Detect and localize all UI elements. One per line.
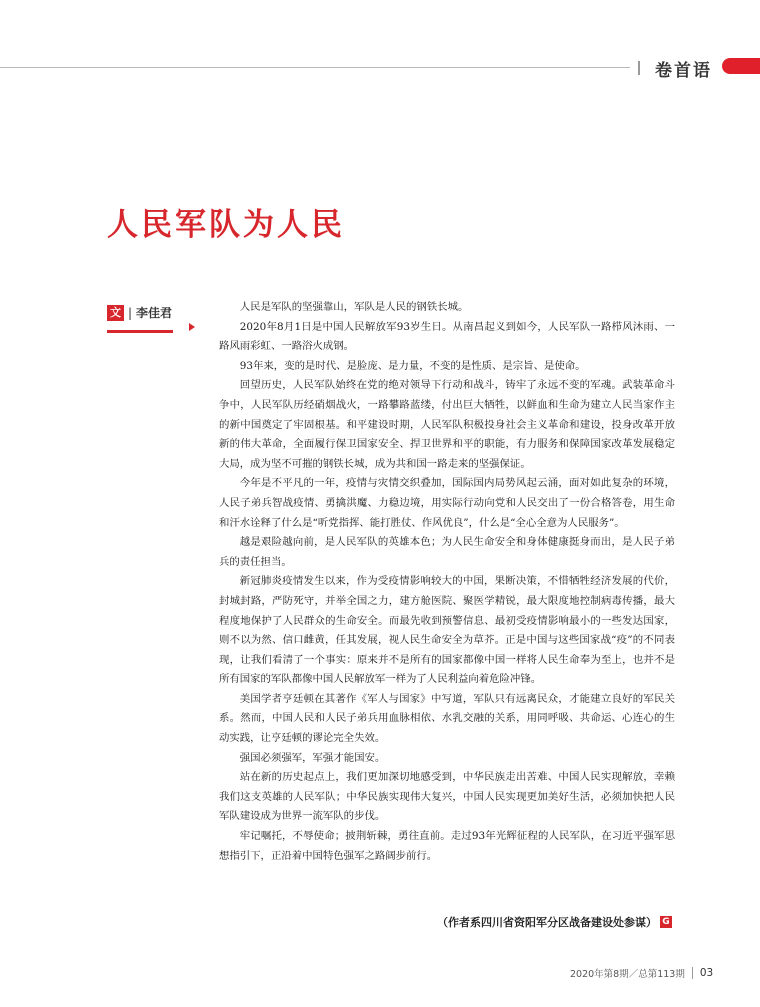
- author-note: [437, 914, 672, 930]
- paragraph: 2020年8月1日是中国人民解放军93岁生日。从南昌起义到如今，人民军队一路栉风沐雨、一路风雨彩虹、一路浴火成钢。: [219, 320, 675, 353]
- header-rule: [0, 67, 630, 68]
- section-tab-marker: [722, 58, 760, 74]
- byline-tag: 文: [107, 305, 124, 321]
- page-number: 03: [699, 967, 714, 979]
- paragraph: 新冠肺炎疫情发生以来，作为受疫情影响较大的中国，果断决策，不惜牺牲经济发展的代价，封城封路，严防死守，并举全国之力，建方舱医院、聚医学精锐，最大限度地控制病毒传播，最大程度地保护了人民群众的生命安全。而最先收到预警信息、最初受疫情影响最小的一些发达国家，则不以为然、信口雌黄，任其发展，视人民生命安全为草芥。正是中国与这些国家战“疫”的不同表现，让我们看清了一个事实：原来并不是所有的国家都像中国一样将人民生命奉为至上，也并不是所有国家的军队都像中国人民解放军一样为了人民利益向着危险冲锋。: [219, 575, 675, 686]
- triangle-arrow-icon: [189, 323, 195, 331]
- paragraph: 美国学者亨廷顿在其著作《军人与国家》中写道，军队只有远离民众，才能建立良好的军民关系。然而，中国人民和人民子弟兵用血脉相依、水乳交融的关系，用同呼吸、共命运、心连心的生动实践，让亨廷顿的谬论完全失效。: [219, 692, 675, 745]
- byline: [107, 304, 172, 321]
- header-divider: [638, 61, 640, 75]
- paragraph: 今年是不平凡的一年，疫情与灾情交织叠加，国际国内局势风起云涌，面对如此复杂的环境，人民子弟兵智战疫情、勇擒洪魔、力稳边境，用实际行动向党和人民交出了一份合格答卷，用生命和汗水诠释了什么是“听党指挥、能打胜仗、作风优良”，什么是“全心全意为人民服务”。: [219, 477, 675, 529]
- end-mark-icon: G: [660, 916, 672, 928]
- issue-info: 2020年第8期／总第113期: [570, 969, 685, 980]
- paragraph: 人民是军队的坚强靠山，军队是人民的钢铁长城。: [239, 301, 469, 313]
- byline-underline: [107, 330, 173, 333]
- byline-separator: |: [128, 305, 133, 320]
- paragraph: 回望历史，人民军队始终在党的绝对领导下行动和战斗，铸牢了永远不变的军魂。武装革命斗争中，人民军队历经硝烟战火，一路攀路蓝缕，付出巨大牺牲，以鲜血和生命为建立人民当家作主的新中国奠定了牢固根基。和平建设时期，人民军队积极投身社会主义革命和建设，投身改革开放新的伟大革命，全面履行保卫国家安全、捍卫世界和平的职能，有力服务和保障国家改革发展稳定大局，成为坚不可摧的钢铁长城，成为共和国一路走来的坚强保证。: [219, 379, 675, 470]
- author-name: 李佳君: [136, 306, 173, 320]
- paragraph: 越是艰险越向前，是人民军队的英雄本色；为人民生命安全和身体健康挺身而出，是人民子弟兵的责任担当。: [219, 536, 675, 568]
- article-body: [219, 298, 675, 866]
- article-title: 人民军队为人民: [107, 207, 345, 243]
- paragraph: 牢记嘱托，不辱使命；披荆斩棘，勇往直前。走过93年光辉征程的人民军队，在习近平强军思想指引下，正沿着中国特色强军之路阔步前行。: [219, 830, 675, 862]
- footer-divider: [692, 967, 693, 979]
- paragraph: 强国必须强军，军强才能国安。: [239, 751, 386, 764]
- section-label: 卷首语: [655, 61, 712, 81]
- author-note-text: （作者系四川省资阳军分区战备建设处参谋）: [437, 916, 657, 929]
- paragraph: 站在新的历史起点上，我们更加深切地感受到，中华民族走出苦难、中国人民实现解放，幸赖我们这支英雄的人民军队；中华民族实现伟大复兴，中国人民实现更加美好生活，必须加快把人民军队建设成为世界一流军队的步伐。: [219, 771, 675, 823]
- page-footer: [570, 966, 713, 980]
- paragraph: 93年来，变的是时代、是脸庞、是力量，不变的是性质、是宗旨、是使命。: [239, 359, 586, 372]
